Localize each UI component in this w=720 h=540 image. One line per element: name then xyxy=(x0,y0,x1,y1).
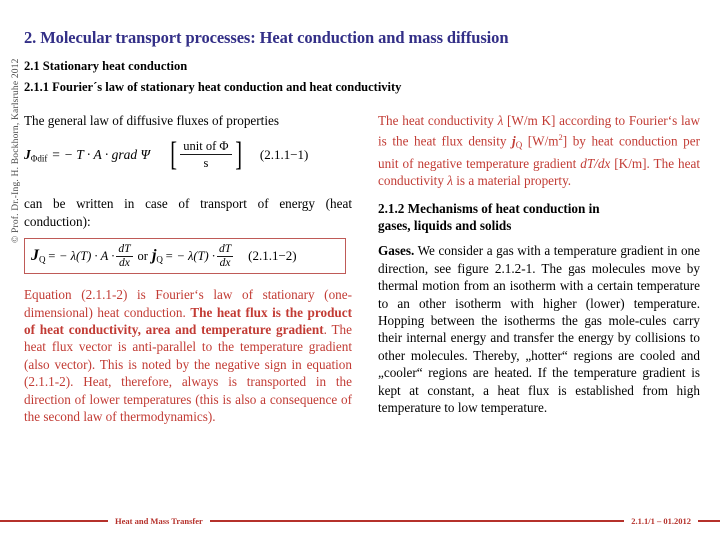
equation2-subscript-1: Q xyxy=(39,254,46,265)
equation1-reference: (2.1.1−1) xyxy=(259,146,309,162)
equation2-frac1-den: dx xyxy=(119,257,130,270)
unit-denominator: s xyxy=(203,156,209,171)
right-column xyxy=(378,112,700,416)
heat-conductivity-paragraph xyxy=(378,112,700,190)
left-column xyxy=(24,112,352,425)
equation2-frac2-den: dx xyxy=(219,257,231,270)
equation2-symbol-1: J xyxy=(31,247,39,265)
section-heading-2-1: 2.1 Stationary heat conduction xyxy=(24,59,188,73)
conductivity-text-2: [W/m K] according to Fourier‘s law is the heat flux density xyxy=(378,113,700,149)
equation2-rhs-1: = − λ(T) · A · xyxy=(47,248,115,263)
j-symbol: j xyxy=(512,133,516,149)
equation2-connector: or xyxy=(137,248,148,263)
dTdx-symbol: dT/dx xyxy=(580,155,611,171)
left-bracket-icon: [ xyxy=(170,135,178,173)
equation1-lhs xyxy=(24,147,47,164)
unit-fraction xyxy=(180,139,231,170)
page-title: 2. Molecular transport processes: Heat conduction and mass diffusion xyxy=(24,28,509,47)
heading-212-line1: 2.1.2 Mechanisms of heat conduction in xyxy=(378,200,600,216)
footer-course-label: Heat and Mass Transfer xyxy=(115,516,203,526)
explanation-text-part2: . The heat flux vector is anti-parallel to the temperature gradient (also vector). This is noted by the negative sign in equation (2.1.1-2). Heat, therefore, always is transported in the direction of lower temperatures (this is also a consequence of the second law of thermodynamics). xyxy=(24,322,352,425)
equation1-rhs: = − T · A · grad Ψ xyxy=(51,146,150,162)
equation1-vector-symbol: J xyxy=(24,146,31,162)
equation2-vector-2 xyxy=(152,247,163,265)
footer-slide-number: 2.1.1/1 – 01.2012 xyxy=(631,516,691,526)
conductivity-text-6: is a material property. xyxy=(452,173,572,189)
conductivity-text-3: [W/m xyxy=(522,133,559,149)
heading-212-line2: gases, liquids and solids xyxy=(378,217,512,233)
gases-body-text: We consider a gas with a temperature gradient in one direction, see figure 2.1.2-1. The gas molecules move by thermal motion from an isotherm with a certain temperature to an other isotherm with higher (lower) temperature. Hopping between the isotherms the gas mole-cules carry their internal energy and transfer the energy by collisions to other molecules. Thereby, „hotter“ regions are cooled and „cooler“ regions are heated. If the temperature gradient is kept at constant, a heat flux is established from high temperature to low temperature. xyxy=(378,243,700,415)
lambda-symbol-2: λ xyxy=(447,173,453,189)
copyright-text: © Prof. Dr.-Ing. H. Bockhorn, Karlsruhe 2012 xyxy=(11,58,21,243)
unit-numerator: unit of Φ xyxy=(180,139,231,155)
unit-superscript: 2 xyxy=(558,132,563,143)
intro-paragraph: The general law of diffusive fluxes of properties xyxy=(24,113,279,128)
equation2-reference: (2.1.1−2) xyxy=(248,248,297,264)
right-bracket-icon: ] xyxy=(234,135,242,173)
explanation-paragraph xyxy=(24,286,352,425)
footer-rule-center xyxy=(210,520,624,522)
gases-paragraph xyxy=(378,242,700,416)
equation2-subscript-2: Q xyxy=(156,254,163,265)
equation2-frac1-num: dT xyxy=(118,242,131,255)
equation2-frac2-num: dT xyxy=(218,242,232,255)
equation2-vector-1 xyxy=(31,247,46,265)
section-heading-2-1-1: 2.1.1 Fourier´s law of stationary heat conduction and heat conductivity xyxy=(24,80,402,94)
conductivity-text-5: [K/m]. The heat conductivity xyxy=(378,155,700,189)
equation1-unit-bracket xyxy=(168,135,244,173)
equation2-symbol-2: j xyxy=(151,247,157,265)
equation2-fraction-2 xyxy=(217,243,233,270)
after-equation1-paragraph: can be written in case of transport of energy (heat conduction): xyxy=(24,196,352,229)
footer-rule-left xyxy=(0,520,108,522)
explanation-text-part1: Equation (2.1.1-2) is Fourier‘s law of stationary (one-dimensional) heat conduction. xyxy=(24,287,352,320)
section-heading-2-1-2 xyxy=(378,200,700,235)
j-subscript: Q xyxy=(515,140,523,151)
equation2-rhs-2: = − λ(T) · xyxy=(164,248,215,263)
footer xyxy=(0,512,720,530)
equation-2-1-1-2-box xyxy=(24,238,346,274)
equation2-fraction-1 xyxy=(116,243,132,270)
equation1-subscript: Φdif xyxy=(30,153,48,164)
equation-2-1-1-1 xyxy=(24,135,352,195)
explanation-text-bold: The heat flux is the product of heat conductivity, area and temperature gradient xyxy=(24,304,352,338)
lambda-symbol: λ xyxy=(497,113,504,128)
conductivity-text-1: The heat conductivity xyxy=(378,113,498,128)
gases-label: Gases. xyxy=(378,243,415,259)
footer-rule-right xyxy=(698,520,720,522)
conductivity-text-4: ] by heat conduction per unit of negative temperature gradient xyxy=(378,133,700,171)
copyright-notice xyxy=(0,0,21,300)
